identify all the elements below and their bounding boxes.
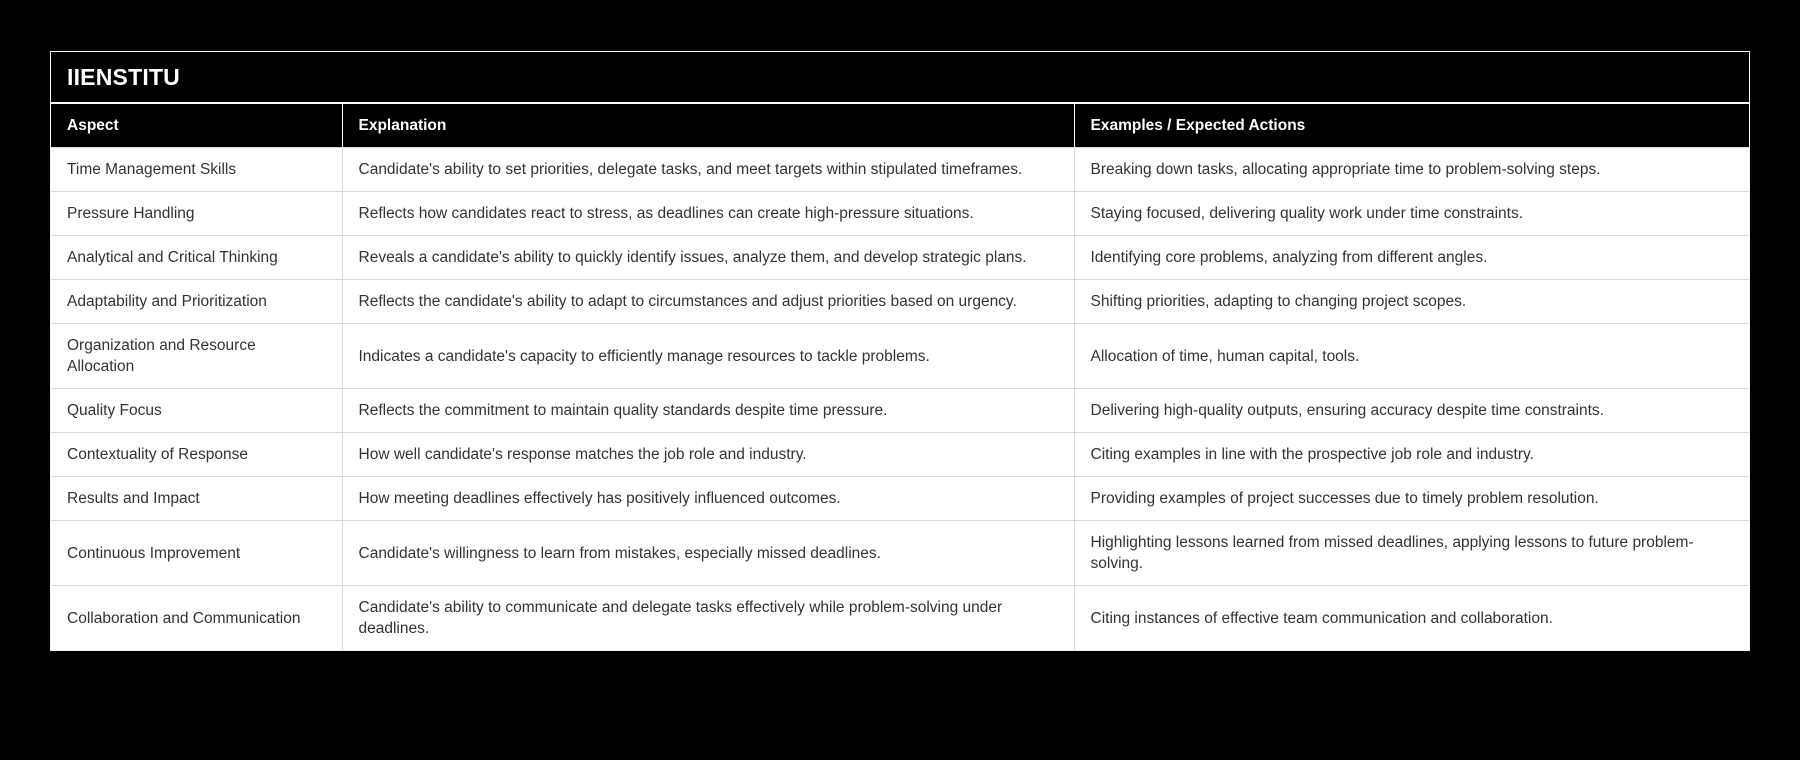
table-row <box>51 280 1749 324</box>
explanation-cell: Reveals a candidate's ability to quickly identify issues, analyze them, and develop strategic plans. <box>342 236 1074 280</box>
table-row <box>51 324 1749 389</box>
examples-cell: Allocation of time, human capital, tools. <box>1074 324 1749 389</box>
header-row <box>51 104 1749 148</box>
examples-cell: Breaking down tasks, allocating appropriate time to problem-solving steps. <box>1074 148 1749 192</box>
explanation-cell: How meeting deadlines effectively has positively influenced outcomes. <box>342 477 1074 521</box>
table-row <box>51 433 1749 477</box>
table-row <box>51 192 1749 236</box>
examples-cell: Staying focused, delivering quality work under time constraints. <box>1074 192 1749 236</box>
examples-cell: Citing examples in line with the prospective job role and industry. <box>1074 433 1749 477</box>
aspect-cell: Collaboration and Communication <box>51 586 342 651</box>
explanation-cell: Reflects the candidate's ability to adapt to circumstances and adjust priorities based on urgency. <box>342 280 1074 324</box>
explanation-cell: Reflects how candidates react to stress, as deadlines can create high-pressure situations. <box>342 192 1074 236</box>
column-header-explanation: Explanation <box>342 104 1074 148</box>
table-row <box>51 148 1749 192</box>
aspect-cell: Analytical and Critical Thinking <box>51 236 342 280</box>
table-row <box>51 521 1749 586</box>
examples-cell: Shifting priorities, adapting to changing project scopes. <box>1074 280 1749 324</box>
aspect-cell: Organization and Resource Allocation <box>51 324 342 389</box>
table-row <box>51 389 1749 433</box>
table-card <box>50 51 1750 651</box>
explanation-cell: Candidate's ability to set priorities, delegate tasks, and meet targets within stipulated timeframes. <box>342 148 1074 192</box>
column-header-examples: Examples / Expected Actions <box>1074 104 1749 148</box>
examples-cell: Delivering high-quality outputs, ensuring accuracy despite time constraints. <box>1074 389 1749 433</box>
brand-title: IIENSTITU <box>67 63 180 90</box>
explanation-cell: Candidate's ability to communicate and delegate tasks effectively while problem-solving under deadlines. <box>342 586 1074 651</box>
aspect-cell: Continuous Improvement <box>51 521 342 586</box>
table-row <box>51 477 1749 521</box>
explanation-cell: Reflects the commitment to maintain quality standards despite time pressure. <box>342 389 1074 433</box>
aspect-cell: Adaptability and Prioritization <box>51 280 342 324</box>
aspect-cell: Time Management Skills <box>51 148 342 192</box>
aspect-cell: Pressure Handling <box>51 192 342 236</box>
aspect-cell: Contextuality of Response <box>51 433 342 477</box>
evaluation-table <box>51 104 1749 650</box>
table-row <box>51 236 1749 280</box>
explanation-cell: Candidate's willingness to learn from mistakes, especially missed deadlines. <box>342 521 1074 586</box>
examples-cell: Highlighting lessons learned from missed deadlines, applying lessons to future problem-solving. <box>1074 521 1749 586</box>
title-bar <box>51 52 1749 104</box>
examples-cell: Identifying core problems, analyzing from different angles. <box>1074 236 1749 280</box>
examples-cell: Citing instances of effective team communication and collaboration. <box>1074 586 1749 651</box>
table-row <box>51 586 1749 651</box>
column-header-aspect: Aspect <box>51 104 342 148</box>
aspect-cell: Results and Impact <box>51 477 342 521</box>
examples-cell: Providing examples of project successes due to timely problem resolution. <box>1074 477 1749 521</box>
explanation-cell: Indicates a candidate's capacity to efficiently manage resources to tackle problems. <box>342 324 1074 389</box>
aspect-cell: Quality Focus <box>51 389 342 433</box>
explanation-cell: How well candidate's response matches the job role and industry. <box>342 433 1074 477</box>
